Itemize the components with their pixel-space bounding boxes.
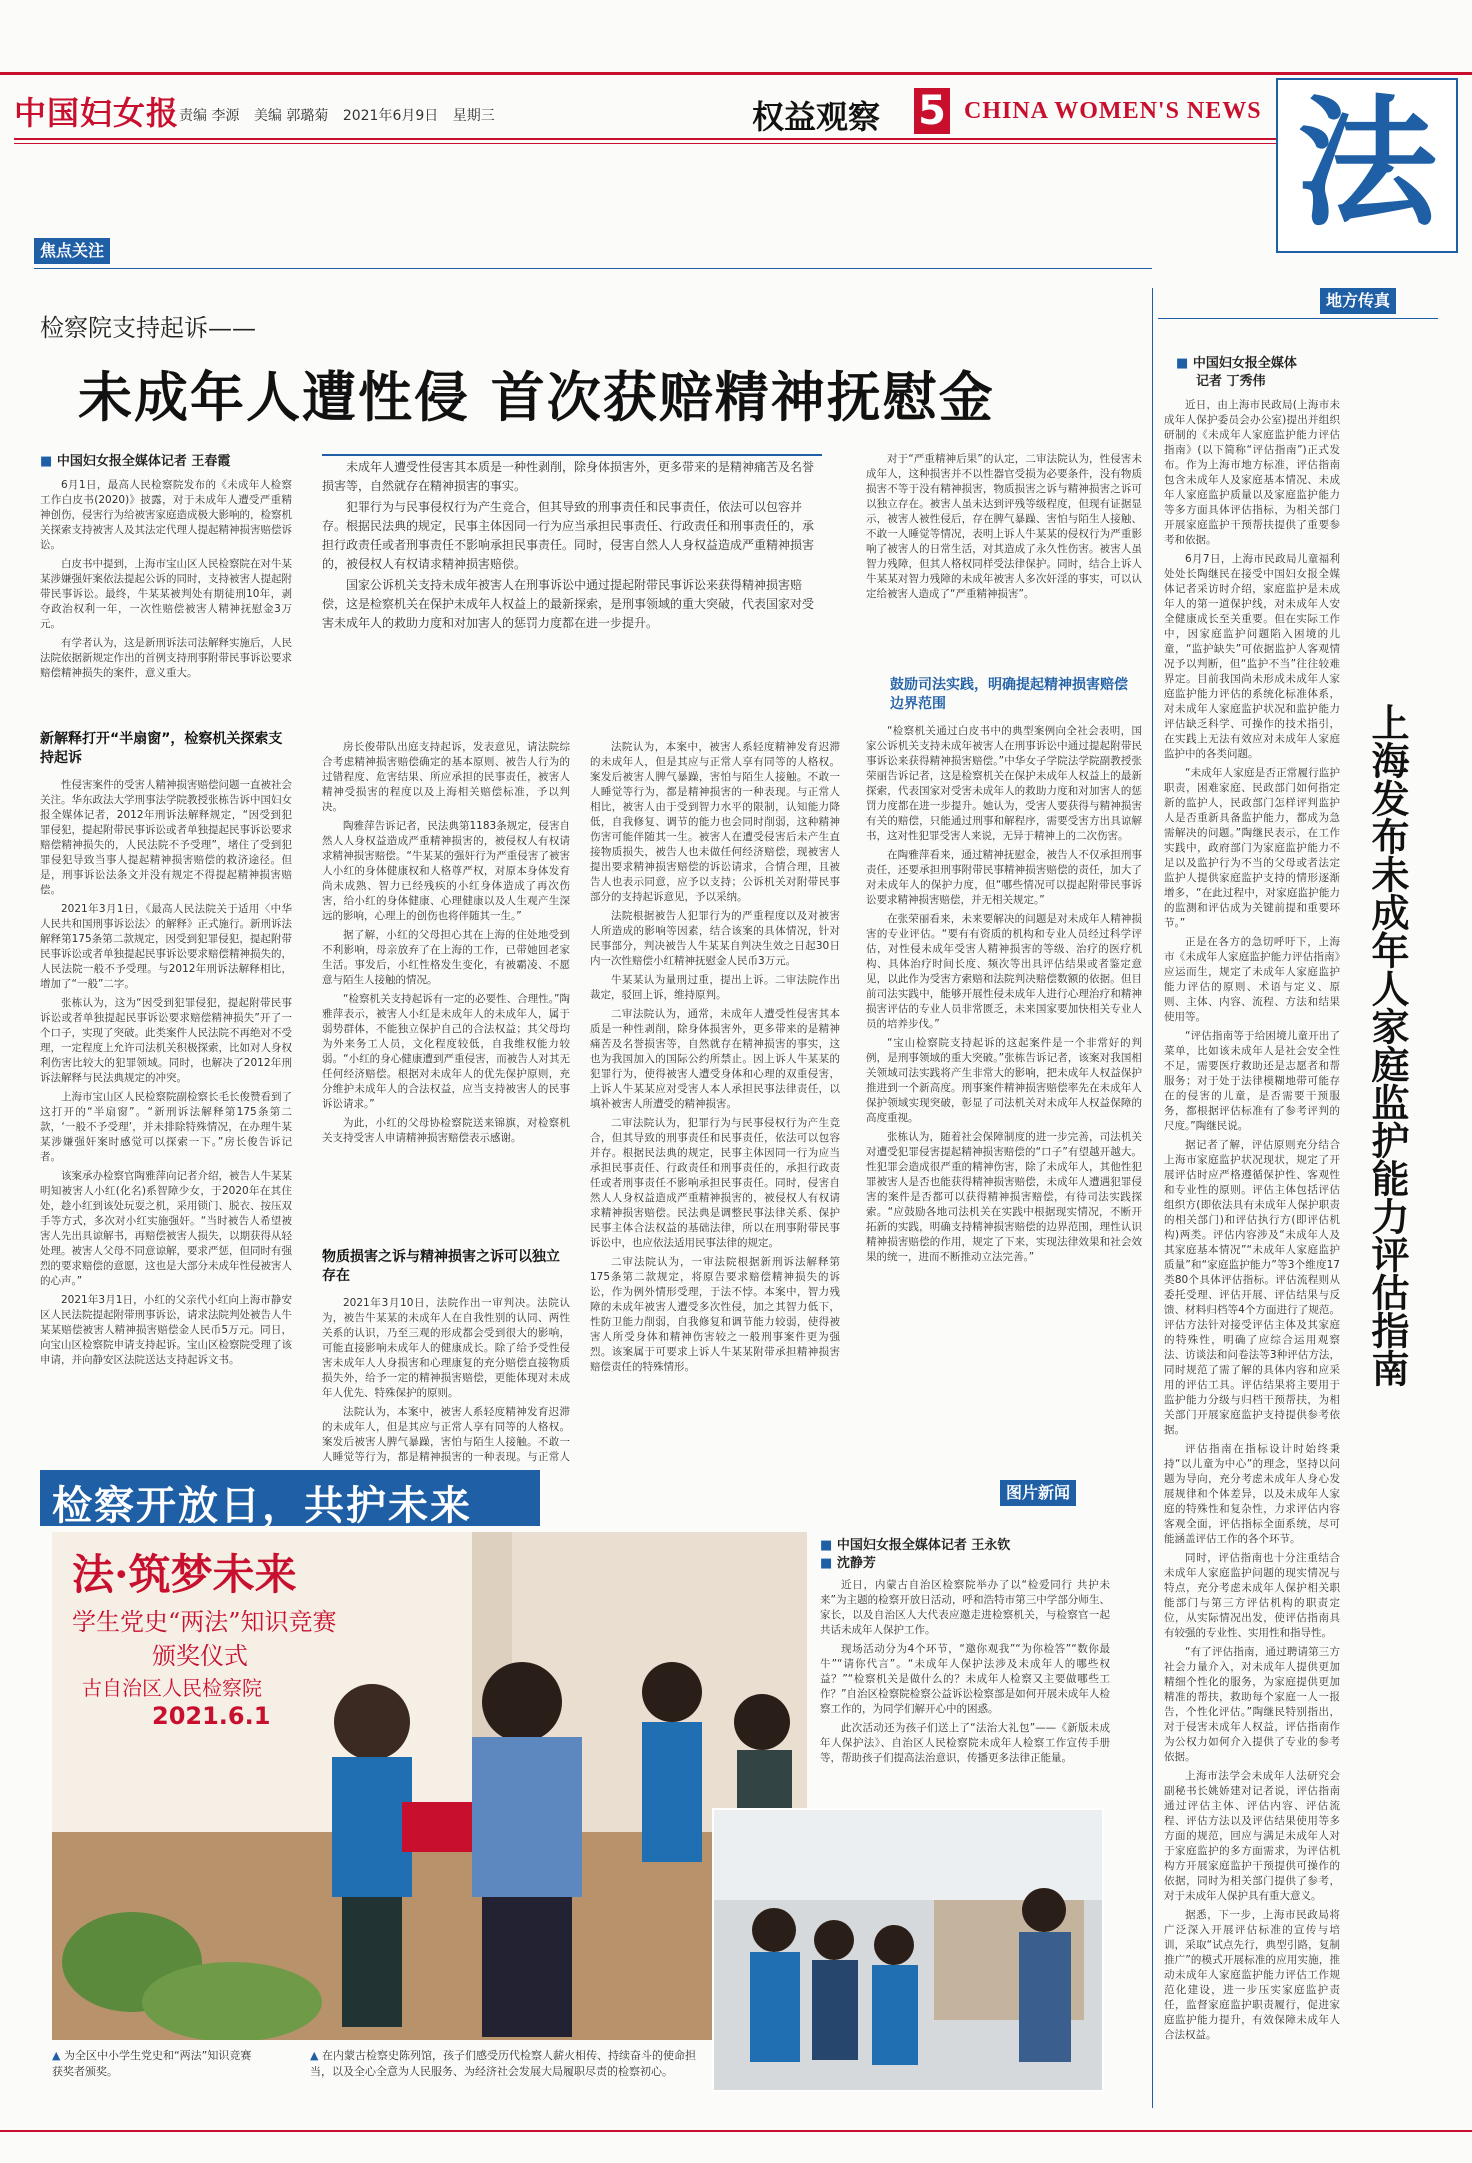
lead-rule [322, 454, 822, 456]
right-article-headline: 上海发布未成年人家庭监护能力评估指南 [1365, 703, 1410, 1387]
lead-paragraph: 犯罪行为与民事侵权行为产生竞合，但其导致的刑事责任和民事责任，依法可以包容并存。根据民法典的规定，民事主体因同一行为应当承担民事责任、行政责任和刑事责任的，承担行政责任或者刑事责任不影响承担民事责任。同时，侵害自然人人身权益造成严重精神损害的，被侵权人有权请求精神损害赔偿。 [322, 500, 815, 571]
column-1-subhead: 新解释打开“半扇窗”，检察机关探索支持起诉 [40, 731, 283, 766]
body-paragraph: 6月7日，上海市民政局儿童福利处处长陶继民在接受中国妇女报全媒体记者采访时介绍，家庭监护是未成年人的第一道保护线，对未成年人安全健康成长至关重要。但在实际工作中，因家庭监护问题陷入困境的儿童，“监护缺失”可依据监护人客观情况予以判断，但“监护不当”往往较难界定。目前我国尚未形成未成年人家庭监护能力评估的系统化标准体系，对未成年人家庭监护状况和监护能力评估缺乏科学、可操作的技术指引，在实践上无法有效应对未成年人家庭监护中的各类问题。 [1164, 553, 1340, 760]
body-paragraph: “宝山检察院支持起诉的这起案件是一个非常好的判例，是刑事领域的重大突破。”张栋告诉记者，该案对我国相关领域司法实践将产生非常大的影响，把未成年人权益保护推进到一个新高度。刑事案件精神损害赔偿率先在未成年人保护领域实现突破，彰显了司法机关对未成年人权益保障的高度重视。 [866, 1037, 1142, 1124]
body-paragraph: 2021年3月10日，法院作出一审判决。法院认为，被告牛某某的未成年人在自我性别的认同、两性关系的认识，乃至三观的形成都会受到很大的影响，可能直接影响未成年人的健康成长。除了给予受性侵害未成年人人身损害和心理康复的充分赔偿直接物质损失外，给予一定的精神损害赔偿，更能体现对未成年人优先、特殊保护的原则。 [322, 1297, 570, 1399]
article-column-1-continued [40, 778, 292, 1468]
body-paragraph: 正是在各方的急切呼吁下，上海市《未成年人家庭监护能力评估指南》应运而生，规定了未成年人家庭监护能力评估的原则、术语与定义、原则、主体、内容、流程、方法和结果使用等。 [1164, 936, 1340, 1023]
article-column-4 [866, 452, 1142, 662]
photo-sign-title: 法·筑梦未来 [72, 1550, 297, 1599]
body-paragraph: 6月1日，最高人民检察院发布的《未成年人检察工作白皮书(2020)》披露，对于未成年人遭受严重精神创伤，侵害行为给被害家庭造成极大影响的，检察机关探索支持被害人及其法定代理人提起精神损害赔偿诉讼。 [40, 479, 292, 551]
body-paragraph: 张栋认为，随着社会保障制度的进一步完善，司法机关对遭受犯罪侵害提起精神损害赔偿的“口子”有望越开越大。性犯罪会造成很严重的精神伤害，除了未成年人，其他性犯罪被害人是否也能获得精神损害赔偿，未成年人遭遇犯罪侵害的案件是否都可以获得精神损害赔偿，有待司法实践探索。“应鼓励各地司法机关在实践中根据现实情况，不断开拓新的实践，明确支持精神损害赔偿的边界范围，理性认识精神损害赔偿的作用，规定了下来，实现法律效果和社会效果的统一，进而不断推动立法完善。” [866, 1131, 1142, 1263]
column-2-subhead: 物质损害之诉与精神损害之诉可以独立存在 [322, 1249, 560, 1284]
page-number: 5 [914, 88, 950, 134]
museum-visit-photo [712, 1808, 1104, 2092]
right-article-reporter: 记者 丁秀伟 [1196, 374, 1266, 389]
lead-paragraph: 国家公诉机关支持未成年被害人在刑事诉讼中通过提起附带民事诉讼来获得精神损害赔偿，这是检察机关在保护未成年人权益上的最新探索，是刑事领域的重大突破，代表国家对受害未成年人的救助力度和对加害人的惩罚力度都在进一步提升。 [322, 578, 815, 630]
article-column-4-continued [866, 724, 1142, 1468]
focus-rule [34, 268, 1152, 269]
photo-caption-museum: ▲ 在内蒙古检察史陈列馆，孩子们感受历代检察人薪火相传、持续奋斗的使命担当，以及全心全意为人民服务、为经济社会发展大局履职尽责的检察初心。 [310, 2048, 700, 2080]
body-paragraph: 法院认为，本案中，被害人系轻度精神发育迟滞的未成年人，但是其应与正常人享有同等的人格权。案发后被害人脾气暴躁，害怕与陌生人接触。不敢一人睡觉等行为，都是精神损害的一种表现。与正常人 [322, 1406, 570, 1463]
column-4-subhead: 鼓励司法实践，明确提起精神损害赔偿边界范围 [890, 677, 1128, 712]
body-paragraph: 在张荣丽看来，未来要解决的问题是对未成年人精神损害的专业评估。“要有有资质的机构和专业人员经过科学评估，对性侵未成年受害人精神损害的等级、治疗的医疗机构、具体治疗时间长度、频次等出具评估结果或者鉴定意见，以此作为受害方索赔和法院判决赔偿数额的依据。但目前司法实践中，能够开展性侵未成年人进行心理治疗和精神损害评估的专业人员非常匮乏，未来国家要加快相关专业人员的培养步伐。” [866, 913, 1142, 1030]
photo-sign-organizer: 古自治区人民检察院 [82, 1676, 262, 1700]
body-paragraph: 此次活动还为孩子们送上了“法治大礼包”——《新版未成年人保护法》、自治区人民检察院未成年人检察工作宣传手册等，帮助孩子们提高法治意识，传播更多法律正能量。 [820, 1722, 1110, 1764]
photo-sign-ceremony: 颁奖仪式 [152, 1642, 248, 1670]
article-column-1 [40, 478, 292, 718]
body-paragraph: 近日，由上海市民政局(上海市未成年人保护委员会办公室)提出并组织研制的《未成年人家庭监护能力评估指南》(以下简称“评估指南”)正式发布。作为上海市地方标准，评估指南包含未成年人及家庭基本情况、未成年人家庭监护质量以及家庭监护能力等多方面具体评估指标，为相关部门开展家庭监护干预帮扶提供了重要参考和依据。 [1164, 399, 1340, 546]
body-paragraph: 在陶雅萍看来，通过精神抚慰金，被告人不仅承担刑事责任，还要承担刑事附带民事精神损害赔偿的责任，加大了对未成年人的保护力度，但“哪些情况可以提起附带民事诉讼要求精神损害赔偿，并无相关规定。” [866, 849, 1142, 906]
photo-sign-date: 2021.6.1 [152, 1702, 271, 1730]
law-glyph: 法 [1296, 83, 1437, 246]
body-paragraph: “检察机关通过白皮书中的典型案例向全社会表明，国家公诉机关支持未成年被害人在刑事诉讼中通过提起附带民事诉讼来获得精神损害赔偿。”中华女子学院法学院副教授张荣丽告诉记者，这是检察机关在保护未成年人权益上的最新探索，代表国家对受害未成年人的救助力度和对加害人的惩罚力度都在进一步提升。她认为，受害人要获得与精神损害有关的赔偿，只能通过刑事和解程序，需要受害方出具谅解书，这对性犯罪受害人来说，无异于精神上的二次伤害。 [866, 725, 1142, 842]
local-news-rule [1158, 318, 1438, 319]
article-column-3 [590, 740, 840, 1466]
photo-news-byline-2: ■ 沈静芳 [820, 1552, 876, 1571]
body-paragraph: 有学者认为，这是新刑诉法司法解释实施后，人民法院依据新规定作出的首例支持刑事附带民事诉讼要求赔偿精神损失的案件，意义重大。 [40, 637, 292, 679]
body-paragraph: 白皮书中提到，上海市宝山区人民检察院在对牛某某涉嫌强奸案依法提起公诉的同时，支持被害人提起附带民事诉讼。最终，牛某某被判处有期徒刑10年，剥夺政治权利一年，一次性赔偿被害人精神抚慰金3万元。 [40, 558, 292, 630]
photo-news-body [820, 1578, 1110, 1803]
body-paragraph: 二审法院认为，犯罪行为与民事侵权行为产生竞合，但其导致的刑事责任和民事责任，依法可以包容并存。根据民法典的规定，民事主体因同一行为应当承担民事责任、行政责任和刑事责任的，承担行政责任或者刑事责任不影响承担民事责任。同时，侵害自然人人身权益造成严重精神损害的，被侵权人有权请求精神损害赔偿。民法典是调整民事法律关系、保护民事主体合法权益的基础法律，所以在刑事附带民事诉讼中，也应依法适用民事法律的规定。 [590, 1117, 840, 1249]
body-paragraph: 据记者了解，评估原则充分结合上海市家庭监护状况现状，规定了开展评估时应严格遵循保护性、客观性和专业性的原则。评估主体包括评估组织方(即依法具有未成年人保护职责的相关部门)和评估执行方(即评估机构)两类。评估内容涉及“未成年人及其家庭基本情况”“未成年人家庭监护质量”和“家庭监护能力”等3个维度17类80个具体评估指标。评估流程则从委托受理、评估开展、评估结果与反馈、材料归档等4个方面进行了规范。评估方法针对接受评估主体及其家庭的特殊性，明确了应综合运用观察法、访谈法和问卷法等3种评估方法，同时规范了需了解的具体内容和应采用的评估工具。评估结果将主要用于监护能力分级与归档干预帮扶，为相关部门开展家庭监护支持提供参考依据。 [1164, 1139, 1340, 1436]
article-column-2 [322, 740, 570, 1240]
lead-paragraph: 未成年人遭受性侵害其本质是一种性剥削，除身体损害外，更多带来的是精神痛苦及名誉损害等，自然就存在精神损害的事实。 [322, 460, 815, 493]
body-paragraph: 为此，小红的父母协检察院送来锦旗，对检察机关支持受害人申请精神损害赔偿表示感谢。 [322, 1117, 570, 1144]
right-column-rule [1152, 288, 1153, 2108]
body-paragraph: 性侵害案件的受害人精神损害赔偿问题一直被社会关注。华东政法大学刑事法学院教授张栋告诉中国妇女报全媒体记者，2012年刑诉法解释规定，“因受到犯罪侵犯，提起附带民事诉讼或者单独提起民事诉讼要求赔偿精神损失的，人民法院不予受理”，堵住了受到犯罪侵犯导致当事人提起精神损害赔偿的救济途径。但是，刑事诉讼法条文并没有规定不得提起精神损害赔偿。 [40, 779, 292, 896]
body-paragraph: 法院根据被告人犯罪行为的严重程度以及对被害人所造成的影响等因素，结合该案的具体情况，针对民事部分，判决被告人牛某某自判决生效之日起30日内一次性赔偿小红精神抚慰金人民币3万元。 [590, 910, 840, 967]
photo-sign-subtitle: 学生党史“两法”知识竞赛 [72, 1608, 337, 1636]
photo-news-tag: 图片新闻 [1000, 1480, 1076, 1506]
body-paragraph: 对于“严重精神后果”的认定，二审法院认为，性侵害未成年人，这种损害并不以性器官受损为必要条件，没有物质损害不等于没有精神损害，物质损害之诉与精神损害之诉可以独立存在。被害人虽未达到评残等级程度，但现有证据显示，被害人被性侵后，存在脾气暴躁、害怕与陌生人接触、不敢一人睡觉等情况，表明上诉人牛某某的侵权行为严重影响了被害人的日常生活，对其造成了永久性伤害。被害人虽智力残障，但其人格权同样受法律保护。同时，结合上诉人牛某某对智力残障的未成年被害人多次奸淫的事实，可以认定给被害人造成了“严重精神损害”。 [866, 453, 1142, 600]
article-lead [322, 458, 822, 635]
body-paragraph: 2021年3月1日，《最高人民法院关于适用〈中华人民共和国刑事诉讼法〉的解释》正式施行。新刑诉法解释第175条第二款规定，因受到犯罪侵犯，提起附带民事诉讼或者单独提起民事诉讼要求赔偿精神损失的，人民法院一般不予受理。与2012年刑诉法解释相比，增加了“一般”二字。 [40, 903, 292, 990]
article-column-2-continued [322, 1296, 570, 1466]
section-title: 权益观察 [752, 98, 881, 136]
right-article-body [1164, 398, 1340, 2110]
law-emblem [1276, 78, 1458, 253]
museum-visit-illustration [714, 1810, 1102, 2090]
masthead-rule [14, 138, 1276, 140]
photo-news-title: 检察开放日，共护未来 [52, 1482, 472, 1529]
art-credit: 美编 郭璐菊 [253, 108, 329, 124]
body-paragraph: 法院认为，本案中，被害人系轻度精神发育迟滞的未成年人，但是其应与正常人享有同等的人格权。案发后被害人脾气暴躁，害怕与陌生人接触。不敢一人睡觉等行为，都是精神损害的一种表现。与正常人相比，被害人由于受到智力水平的限制，认知能力降低，自我修复、调节的能力也会同时削弱，这种精神伤害可能伴随其一生。被害人在遭受侵害后未产生直接物质损失，被告人也未做任何经济赔偿，现被害人提出要求精神损害赔偿的诉讼请求，合情合理，且被告人也表示同意，应予以支持；公诉机关对附带民事部分的支持起诉意见，予以采纳。 [590, 741, 840, 903]
body-paragraph: 张栋认为，这为“因受到犯罪侵犯，提起附带民事诉讼或者单独提起民事诉讼要求赔偿精神损失”开了一个口子，实现了突破。此类案件人民法院不再绝对不受理，一定程度上允许司法机关积极探索，比如对人身权利伤害比较大的犯罪领域。同时，也解决了2012年刑诉法解释与民法典规定的冲突。 [40, 997, 292, 1084]
body-paragraph: “有了评估指南，通过聘请第三方社会力量介入，对未成年人提供更加精细个性化的服务，为家庭提供更加精准的帮扶，救助每个家庭一人一报告，个性化评估。”陶继民特别指出，对于侵害未成年人权益，评估指南作为公权力如何介入提供了专业的参考依据。 [1164, 1646, 1340, 1763]
issue-weekday: 星期三 [452, 108, 495, 124]
photo-caption-ceremony: ▲ 为全区中小学生党史和“两法”知识竞赛获奖者颁奖。 [52, 2048, 252, 2080]
body-paragraph: “评估指南等于给困境儿童开出了菜单，比如该未成年人是社会安全性不足，需要医疗救助还是志愿者和帮服务；对于处于法律模糊地带可能存在的侵害的儿童，是否需要干预服务，都根据评估标准有了参考评判的尺度。”陶继民说。 [1164, 1030, 1340, 1132]
top-rule [0, 72, 1472, 75]
body-paragraph: “检察机关支持起诉有一定的必要性、合理性。”陶雅萍表示，被害人小红是未成年人的未成年人，属于弱势群体，不能独立保护自己的合法权益；其父母均为外来务工人员，文化程度较低，自我维权能力较弱。“小红的身心健康遭到严重侵害，而被告人对其无任何经济赔偿。根据对未成年人的优先保护原则，充分维护未成年人的合法权益，应当支持被害人的民事诉讼请求。” [322, 993, 570, 1110]
body-paragraph: 上海市宝山区人民检察院副检察长毛长俊赞看到了这打开的“半扇窗”。“新刑诉法解释第175条第二款，‘一般不予受理’，并未排除特殊情况，在办理牛某某涉嫌强奸案时感觉可以探索一下。”房长俊告诉记者。 [40, 1091, 292, 1163]
body-paragraph: 二审法院认为，一审法院根据新刑诉法解释第175条第二款规定，将原告要求赔偿精神损失的诉讼，作为例外情形受理，于法不悖。本案中，智力残障的未成年被害人遭受多次性侵，加之其智力低下，性防卫能力削弱，自我修复和调节能力较弱，使得被害人所受身体和精神伤害较之一般刑事案件更为强烈。该案属于可要求上诉人牛某某附带承担精神损害赔偿责任的特殊情形。 [590, 1256, 840, 1373]
body-paragraph: 同时，评估指南也十分注重结合未成年人家庭监护问题的现实情况与特点，充分考虑未成年人保护相关职能部门与第三方评估机构的职责定位，从实际情况出发，使评估指南具有较强的专业性、实用性和指导性。 [1164, 1552, 1340, 1639]
body-paragraph: 房长俊带队出庭支持起诉，发表意见，请法院综合考虑精神损害赔偿确定的基本原则、被告人行为的过错程度、危害结果、所应承担的民事责任，被害人精神受损害的程度以及上海相关赔偿标准，予以判决。 [322, 741, 570, 813]
body-paragraph: 2021年3月1日，小红的父亲代小红向上海市静安区人民法院提起附带刑事诉讼，请求法院判处被告人牛某某赔偿被害人精神损害赔偿金人民币5万元。同日，向宝山区检察院申请支持起诉。宝山区检察院受理了该申请，并向静安区法院送达支持起诉文书。 [40, 1294, 292, 1366]
body-paragraph: 评估指南在指标设计时始终秉持“以儿童为中心”的理念，坚持以问题为导向，充分考虑未成年人身心发展规律和个体差异，以及未成年人家庭的特殊性和复杂性，力求评估内容客观全面，评估指标全面系统，尽可能涵盖评估工作的各个环节。 [1164, 1443, 1340, 1545]
photo-news-byline: ■ 中国妇女报全媒体记者 王永钦 [820, 1534, 1010, 1553]
body-paragraph: 牛某某认为量刑过重，提出上诉。二审法院作出裁定，驳回上诉，维持原判。 [590, 974, 840, 1001]
body-paragraph: 据悉，下一步，上海市民政局将广泛深入开展评估标准的宣传与培训，采取“试点先行，典型引路，复制推广”的模式开展标准的应用实施，推动未成年人家庭监护能力评估工作规范化建设，进一步压实家庭监护责任，监督家庭监护职责履行，促进家庭监护能力提升，有效保障未成年人合法权益。 [1164, 1909, 1340, 2041]
page-meta [179, 105, 505, 125]
article-headline: 未成年人遭性侵 首次获赔精神抚慰金 [78, 365, 995, 429]
masthead-rule-thin [14, 143, 1276, 144]
issue-date: 2021年6月9日 [342, 108, 439, 124]
local-news-tag: 地方传真 [1320, 288, 1396, 314]
body-paragraph: 据了解，小红的父母担心其在上海的住处地受到不利影响，母亲放弃了在上海的工作，已带她回老家生活。事发后，小红性格发生变化，有被霸凌、不愿意与陌生人接触的情况。 [322, 929, 570, 986]
editor-credit: 责编 李源 [179, 108, 240, 124]
masthead [14, 88, 1466, 138]
body-paragraph: 陶雅萍告诉记者，民法典第1183条规定，侵害自然人人身权益造成严重精神损害的，被侵权人有权请求精神损害赔偿。“牛某某的强奸行为严重侵害了被害人小红的身体健康权和人格尊严权，对原本身体发育尚未成熟、智力已经残疾的小红身体造成了再次伤害，给小红的身体健康、心理健康以及人生观产生深远的影响，心理上的创伤也将伴随其一生。” [322, 820, 570, 922]
body-paragraph: “未成年人家庭是否正常履行监护职责，困难家庭、民政部门如何指定新的监护人，民政部门怎样评判监护人是否重新具备监护能力，都成为急需解决的问题。”陶继民表示，在工作实践中，政府部门为家庭监护能力不足以及监护行为不当的父母或者法定监护人提供家庭监护支持的情形逐渐增多，“在此过程中，对家庭监护能力的监测和评估成为关键前提和重要环节。” [1164, 767, 1340, 929]
body-paragraph: 二审法院认为，通常，未成年人遭受性侵害其本质是一种性剥削，除身体损害外，更多带来的是精神痛苦及名誉损害等，自然就存在精神损害的事实，这也为我国加入的国际公约所禁止。因上诉人牛某某的犯罪行为，使得被害人遭受身体和心理的双重侵害，上诉人牛某某应对受害人本人承担民事法律责任，以填补被害人所遭受的精神损害。 [590, 1008, 840, 1110]
article-kicker: 检察院支持起诉—— [40, 314, 256, 342]
right-article-byline: ■ 中国妇女报全媒体 [1176, 352, 1297, 371]
english-title: CHINA WOMEN'S NEWS [964, 98, 1262, 124]
article-byline: ■ 中国妇女报全媒体记者 王春霞 [40, 450, 230, 469]
body-paragraph: 现场活动分为4个环节，“邀你观我”“为你检答”“数你最牛”“请你代言”。“未成年人保护法涉及未成年人的哪些权益？”“检察机关是做什么的？未成年人检察又主要做哪些工作？”自治区检察院检察公益诉讼检察部是如何开展未成年人检察工作的，为同学们解开心中的困惑。 [820, 1643, 1110, 1715]
bottom-rule [0, 2130, 1472, 2132]
body-paragraph: 近日，内蒙古自治区检察院举办了以“检爱同行 共护未来”为主题的检察开放日活动，呼和浩特市第三中学部分师生、家长，以及自治区人大代表应邀走进检察机关，与检察官一起共话未成年人保护工作。 [820, 1579, 1110, 1636]
award-ceremony-photo [52, 1532, 807, 2040]
body-paragraph: 上海市法学会未成年人法研究会副秘书长姚娇建对记者说，评估指南通过评估主体、评估内容、评估流程、评估方法以及评估结果使用等多方面的规范，回应与满足未成年人对于家庭监护的多方面需求，为评估机构方开展家庭监护干预提供可操作的依据，同时为相关部门提供了参考，对于未成年人保护具有重大意义。 [1164, 1770, 1340, 1902]
focus-tag: 焦点关注 [34, 238, 110, 264]
body-paragraph: 该案承办检察官陶雅萍向记者介绍，被告人牛某某明知被害人小红(化名)系智障少女，于2020年在其住处，趁小红到该处玩耍之机，采用锁门、脱衣、按压双手等方式，多次对小红实施强奸。“当时被告人希望被害人先出具谅解书，再赔偿被害人损失，以期获得从轻处理。被害人父母不同意谅解，要求严惩，但同时有强烈的要求赔偿的意愿，这也是大部分未成年性侵被害人的心声。” [40, 1170, 292, 1287]
brand-logo: 中国妇女报 [14, 94, 180, 132]
